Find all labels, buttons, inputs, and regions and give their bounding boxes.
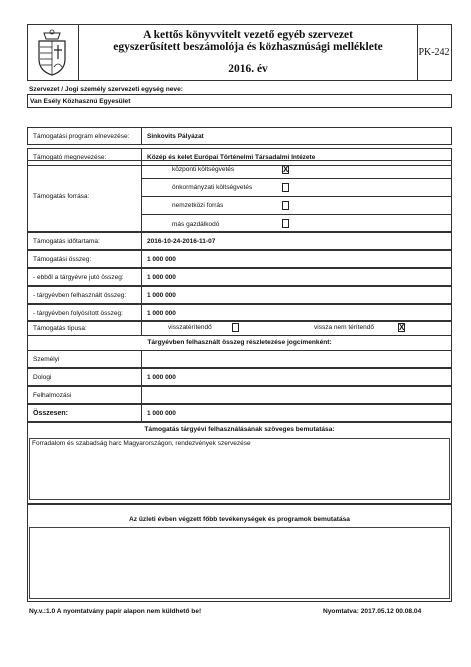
activities-title: Az üzleti évben végzett főbb tevékenységek és programok bemutatása [129, 516, 350, 523]
source-row-international [142, 197, 451, 215]
paid-label: - tárgyévben folyósított összeg: [28, 305, 142, 321]
breakdown-total-value: 1 000 000 [147, 409, 176, 417]
breakdown-material-label: Dologi [28, 369, 142, 385]
source-row-other [142, 215, 451, 233]
source-municipal-label: önkormányzati költségvetés [172, 184, 253, 191]
type-refundable-label: visszatérítendő [168, 324, 212, 331]
breakdown-total-label: Összesen: [28, 405, 142, 421]
program-value[interactable]: Sinkovits Pályázat [147, 132, 204, 140]
activities-block [27, 504, 452, 602]
breakdown-row-material [27, 368, 452, 386]
breakdown-title-row [27, 336, 452, 350]
source-international-checkbox[interactable] [282, 201, 289, 210]
period-value[interactable]: 2016-10-24-2016-11-07 [147, 237, 216, 245]
breakdown-total-row [27, 404, 452, 422]
type-nonrefundable-checkbox[interactable]: X [399, 323, 405, 332]
breakdown-personal-label: Személyi [28, 351, 142, 367]
breakdown-material-value[interactable]: 1 000 000 [147, 373, 176, 381]
source-label: Támogatás forrása: [28, 161, 142, 231]
breakdown-capital-value[interactable] [142, 387, 451, 403]
supporter-value[interactable]: Közép és kelet Európai Történelmi Társadalmi Intézete [147, 153, 316, 161]
organization-label: Szervezet / Jogi személy szervezeti egység neve: [29, 86, 183, 93]
type-label: Támogatás típusa: [28, 321, 142, 335]
breakdown-title: Tárgyévben felhasznált összeg részletezése jogcímenként: [147, 339, 332, 346]
program-row [27, 127, 452, 145]
coat-of-arms-icon [34, 29, 70, 77]
used-value[interactable]: 1 000 000 [147, 291, 176, 299]
breakdown-capital-label: Felhalmozási [28, 387, 142, 403]
type-nonrefundable-label: vissza nem térítendő [314, 324, 374, 331]
amount-label: Támogatási összeg: [28, 251, 142, 267]
description-text: Forradalom és szabadság harc Magyarországon, rendezvények szervezése [32, 440, 251, 447]
source-international-label: nemzetközi forrás [172, 202, 224, 209]
paid-value[interactable]: 1 000 000 [147, 309, 176, 317]
breakdown-row-capital [27, 386, 452, 404]
description-textarea[interactable] [29, 438, 450, 500]
form-title-line1: A kettős könyvvitelt vezető egyéb szervezet [143, 29, 353, 41]
supporter-label: Támogató megnevezése: [28, 149, 142, 165]
form-title-line2: egyszerűsített beszámolója és közhasznúsági melléklete [113, 41, 383, 53]
source-block [27, 160, 452, 232]
source-row-municipal [142, 179, 451, 197]
breakdown-personal-value[interactable] [142, 351, 451, 367]
source-other-label: más gazdálkodó [172, 220, 220, 228]
year-share-row [27, 268, 452, 286]
source-other-checkbox[interactable] [282, 219, 289, 228]
organization-name-field[interactable] [27, 94, 452, 108]
source-central-label: központi költségvetés [172, 166, 235, 173]
form-code: PK-242 [418, 47, 450, 58]
used-row [27, 286, 452, 304]
organization-name: Van Esély Közhasznú Egyesület [30, 98, 131, 105]
activities-textarea[interactable] [29, 527, 450, 599]
source-municipal-checkbox[interactable] [282, 183, 289, 192]
footer-print-date: Nyomtatva: 2017.05.12 00.08.04 [323, 608, 422, 615]
form-year: 2016. év [228, 63, 268, 75]
source-row-central [142, 161, 451, 179]
program-label: Támogatási program elnevezése: [28, 128, 142, 144]
description-title: Támogatás tárgyévi felhasználásának szöveges bemutatása: [144, 426, 335, 433]
year-share-label: - ebből a tárgyévre jutó összeg: [28, 269, 142, 285]
form-header [27, 24, 452, 81]
period-row [27, 232, 452, 250]
description-block [27, 422, 452, 504]
year-share-value[interactable]: 1 000 000 [147, 273, 176, 281]
period-label: Támogatás időtartama: [28, 233, 142, 249]
footer-version-note: Ny.v.:1.0 A nyomtatvány papír alapon nem küldhető be! [29, 608, 202, 615]
source-central-checkbox[interactable]: X [283, 165, 289, 174]
type-row [27, 320, 452, 336]
used-label: - tárgyévben felhasznált összeg: [28, 287, 142, 303]
amount-value[interactable]: 1 000 000 [147, 255, 176, 263]
type-refundable-checkbox[interactable] [232, 323, 239, 332]
amount-row [27, 250, 452, 268]
breakdown-row-personal [27, 350, 452, 368]
